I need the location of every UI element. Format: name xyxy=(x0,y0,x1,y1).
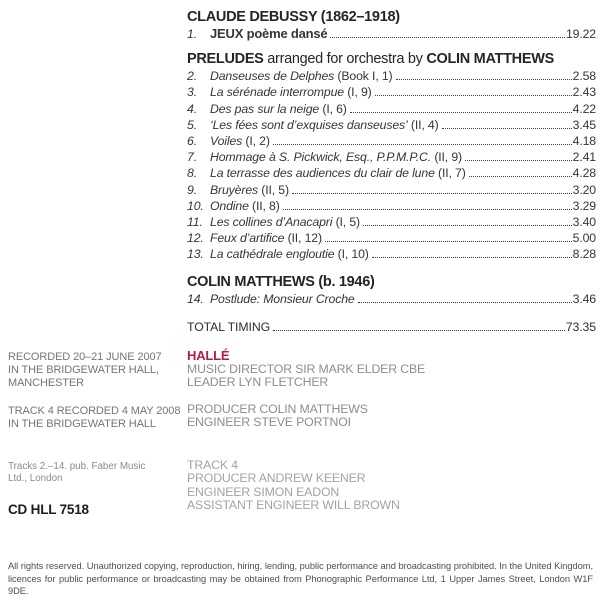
dotted-leader xyxy=(358,302,572,303)
track-row xyxy=(187,133,596,149)
credits-left-column xyxy=(8,351,183,517)
track-row xyxy=(187,117,596,133)
track-title: ‘Les fées sont d’exquises danseuses’ xyxy=(210,117,408,132)
dotted-leader xyxy=(372,257,572,258)
dotted-leader xyxy=(363,225,572,226)
dotted-leader xyxy=(350,112,572,113)
credit-line: MUSIC DIRECTOR SIR MARK ELDER CBE xyxy=(187,362,426,376)
track-row xyxy=(187,291,596,307)
track-time: 8.28 xyxy=(572,247,596,262)
track-number: 12. xyxy=(187,231,204,246)
track-number: 5. xyxy=(187,117,197,132)
credit-line: ENGINEER STEVE PORTNOI xyxy=(187,414,351,429)
track-row xyxy=(187,230,596,246)
total-timing-value: 73.35 xyxy=(565,319,596,334)
track-title: Bruyères xyxy=(210,182,259,197)
credit-line: ASSISTANT ENGINEER WILL BROWN xyxy=(187,498,400,513)
credit-line: PRODUCER ANDREW KEENER xyxy=(187,471,366,486)
track-title: Les collines d’Anacapri xyxy=(210,215,333,230)
catalogue-number: CD HLL 7518 xyxy=(8,502,89,518)
track-detail: (I, 9) xyxy=(343,85,372,100)
credit-line: TRACK 4 RECORDED 4 MAY 2008 xyxy=(8,404,181,417)
track-number: 11. xyxy=(187,215,203,230)
track-time: 2.41 xyxy=(572,150,596,165)
staff-credit-block xyxy=(187,459,517,512)
track-row xyxy=(187,214,596,230)
dotted-leader xyxy=(273,144,572,145)
track-row xyxy=(187,84,596,100)
track-detail: (Book I, 1) xyxy=(334,69,393,84)
track-row xyxy=(187,149,596,165)
track-detail: (II, 5) xyxy=(258,182,289,197)
track-time: 2.43 xyxy=(572,85,596,100)
track-row xyxy=(187,26,596,42)
orchestra-name: HALLÉ xyxy=(187,348,230,363)
staff-credit-block xyxy=(187,403,517,430)
track-time: 3.20 xyxy=(572,182,596,197)
track-time: 3.40 xyxy=(572,215,596,230)
track-title: Voiles xyxy=(210,134,243,149)
track-row xyxy=(187,165,596,181)
recording-credit-block xyxy=(8,405,183,431)
credit-line: Ltd., London xyxy=(8,473,63,485)
track-detail: (II, 12) xyxy=(284,231,322,246)
track-detail: (I, 5) xyxy=(332,215,360,230)
dotted-leader xyxy=(292,193,572,194)
recording-credit-block xyxy=(8,351,183,391)
track-title: Feux d’artifice xyxy=(210,231,285,246)
total-timing-row xyxy=(187,319,596,335)
track-row xyxy=(187,182,596,198)
heading-bold-part: PRELUDES xyxy=(187,51,264,68)
track-number: 14. xyxy=(187,291,204,306)
credits-right-column xyxy=(187,349,517,512)
track-row xyxy=(187,68,596,84)
track-title: La terrasse des audiences du clair de lune xyxy=(210,166,435,181)
track-title: Danseuses de Delphes xyxy=(210,69,335,84)
credit-line: RECORDED 20–21 JUNE 2007 xyxy=(8,351,162,363)
section-heading xyxy=(187,273,596,291)
dotted-leader xyxy=(469,176,572,177)
track-number: 6. xyxy=(187,134,197,149)
dotted-leader xyxy=(442,128,572,129)
track-row xyxy=(187,246,596,262)
track-number: 1. xyxy=(187,27,197,41)
dotted-leader xyxy=(273,330,565,331)
track-detail: (I, 2) xyxy=(242,134,270,149)
staff-credit-block xyxy=(187,363,517,390)
track-row xyxy=(187,198,596,214)
track-number: 9. xyxy=(187,182,197,197)
credit-line: ENGINEER SIMON EADON xyxy=(187,484,340,499)
track-time: 5.00 xyxy=(572,231,596,246)
credit-line: Tracks 2.–14. pub. Faber Music xyxy=(8,461,146,473)
section-heading xyxy=(187,50,596,68)
track-title: JEUX poème dansé xyxy=(210,26,328,41)
heading-bold-part: CLAUDE DEBUSSY (1862–1918) xyxy=(187,9,400,25)
section-heading xyxy=(187,8,596,26)
track-time: 3.46 xyxy=(572,291,596,306)
dotted-leader xyxy=(283,209,572,210)
track-number: 4. xyxy=(187,101,197,116)
credit-line: PRODUCER COLIN MATTHEWS xyxy=(187,401,368,416)
track-time: 2.58 xyxy=(572,69,596,84)
track-number: 7. xyxy=(187,150,197,165)
track-number: 8. xyxy=(187,166,197,181)
track-time: 4.28 xyxy=(572,166,596,181)
track-number: 13. xyxy=(187,247,204,262)
track-detail: (II, 4) xyxy=(407,117,439,132)
dotted-leader xyxy=(396,79,572,80)
track-time: 4.18 xyxy=(572,134,596,149)
track-time: 19.22 xyxy=(565,27,596,41)
track-title: La sérénade interrompue xyxy=(210,85,344,100)
total-timing-label: TOTAL TIMING xyxy=(187,319,271,334)
credit-line: IN THE BRIDGEWATER HALL xyxy=(8,417,156,430)
track-title: La cathédrale engloutie xyxy=(210,247,335,262)
track-detail: (II, 9) xyxy=(431,150,462,165)
credit-line: LEADER LYN FLETCHER xyxy=(187,375,329,390)
track-time: 3.45 xyxy=(572,117,596,132)
rights-notice: All rights reserved. Unauthorized copying, reproduction, hiring, lending, public performance and broadcasting prohibited. In the United Kingdom, licences for public performance or broadcasting may be obtained from Phonographic Performance Ltd, 1 Upper James Street, London W1F 9DE. xyxy=(8,561,593,597)
track-number: 3. xyxy=(187,85,197,100)
track-time: 4.22 xyxy=(572,101,596,116)
track-time: 3.29 xyxy=(572,198,596,213)
track-title: Hommage à S. Pickwick, Esq., P.P.M.P.C. xyxy=(210,150,432,165)
dotted-leader xyxy=(325,241,572,242)
track-detail: (II, 8) xyxy=(248,198,280,213)
track-title: Ondine xyxy=(210,198,249,213)
heading-bold-part: COLIN MATTHEWS xyxy=(426,51,554,68)
credit-line: MANCHESTER xyxy=(8,377,85,390)
track-detail: (I, 10) xyxy=(334,247,369,262)
track-detail: (I, 6) xyxy=(319,101,347,116)
dotted-leader xyxy=(375,95,572,96)
track-row xyxy=(187,101,596,117)
track-detail: (II, 7) xyxy=(434,166,466,181)
dotted-leader xyxy=(465,160,572,161)
track-number: 2. xyxy=(187,69,197,84)
credits-right-blocks xyxy=(187,363,517,512)
credit-line: IN THE BRIDGEWATER HALL, xyxy=(8,364,159,377)
heading-bold-part: COLIN MATTHEWS (b. 1946) xyxy=(187,273,375,290)
dotted-leader xyxy=(330,37,565,38)
credit-line: TRACK 4 xyxy=(187,458,238,473)
track-list xyxy=(187,8,596,335)
track-title: Des pas sur la neige xyxy=(210,101,320,116)
publisher-block xyxy=(8,461,183,485)
heading-regular-part: arranged for orchestra by xyxy=(263,51,427,68)
track-number: 10. xyxy=(187,198,204,213)
track-title: Postlude: Monsieur Croche xyxy=(210,291,355,306)
